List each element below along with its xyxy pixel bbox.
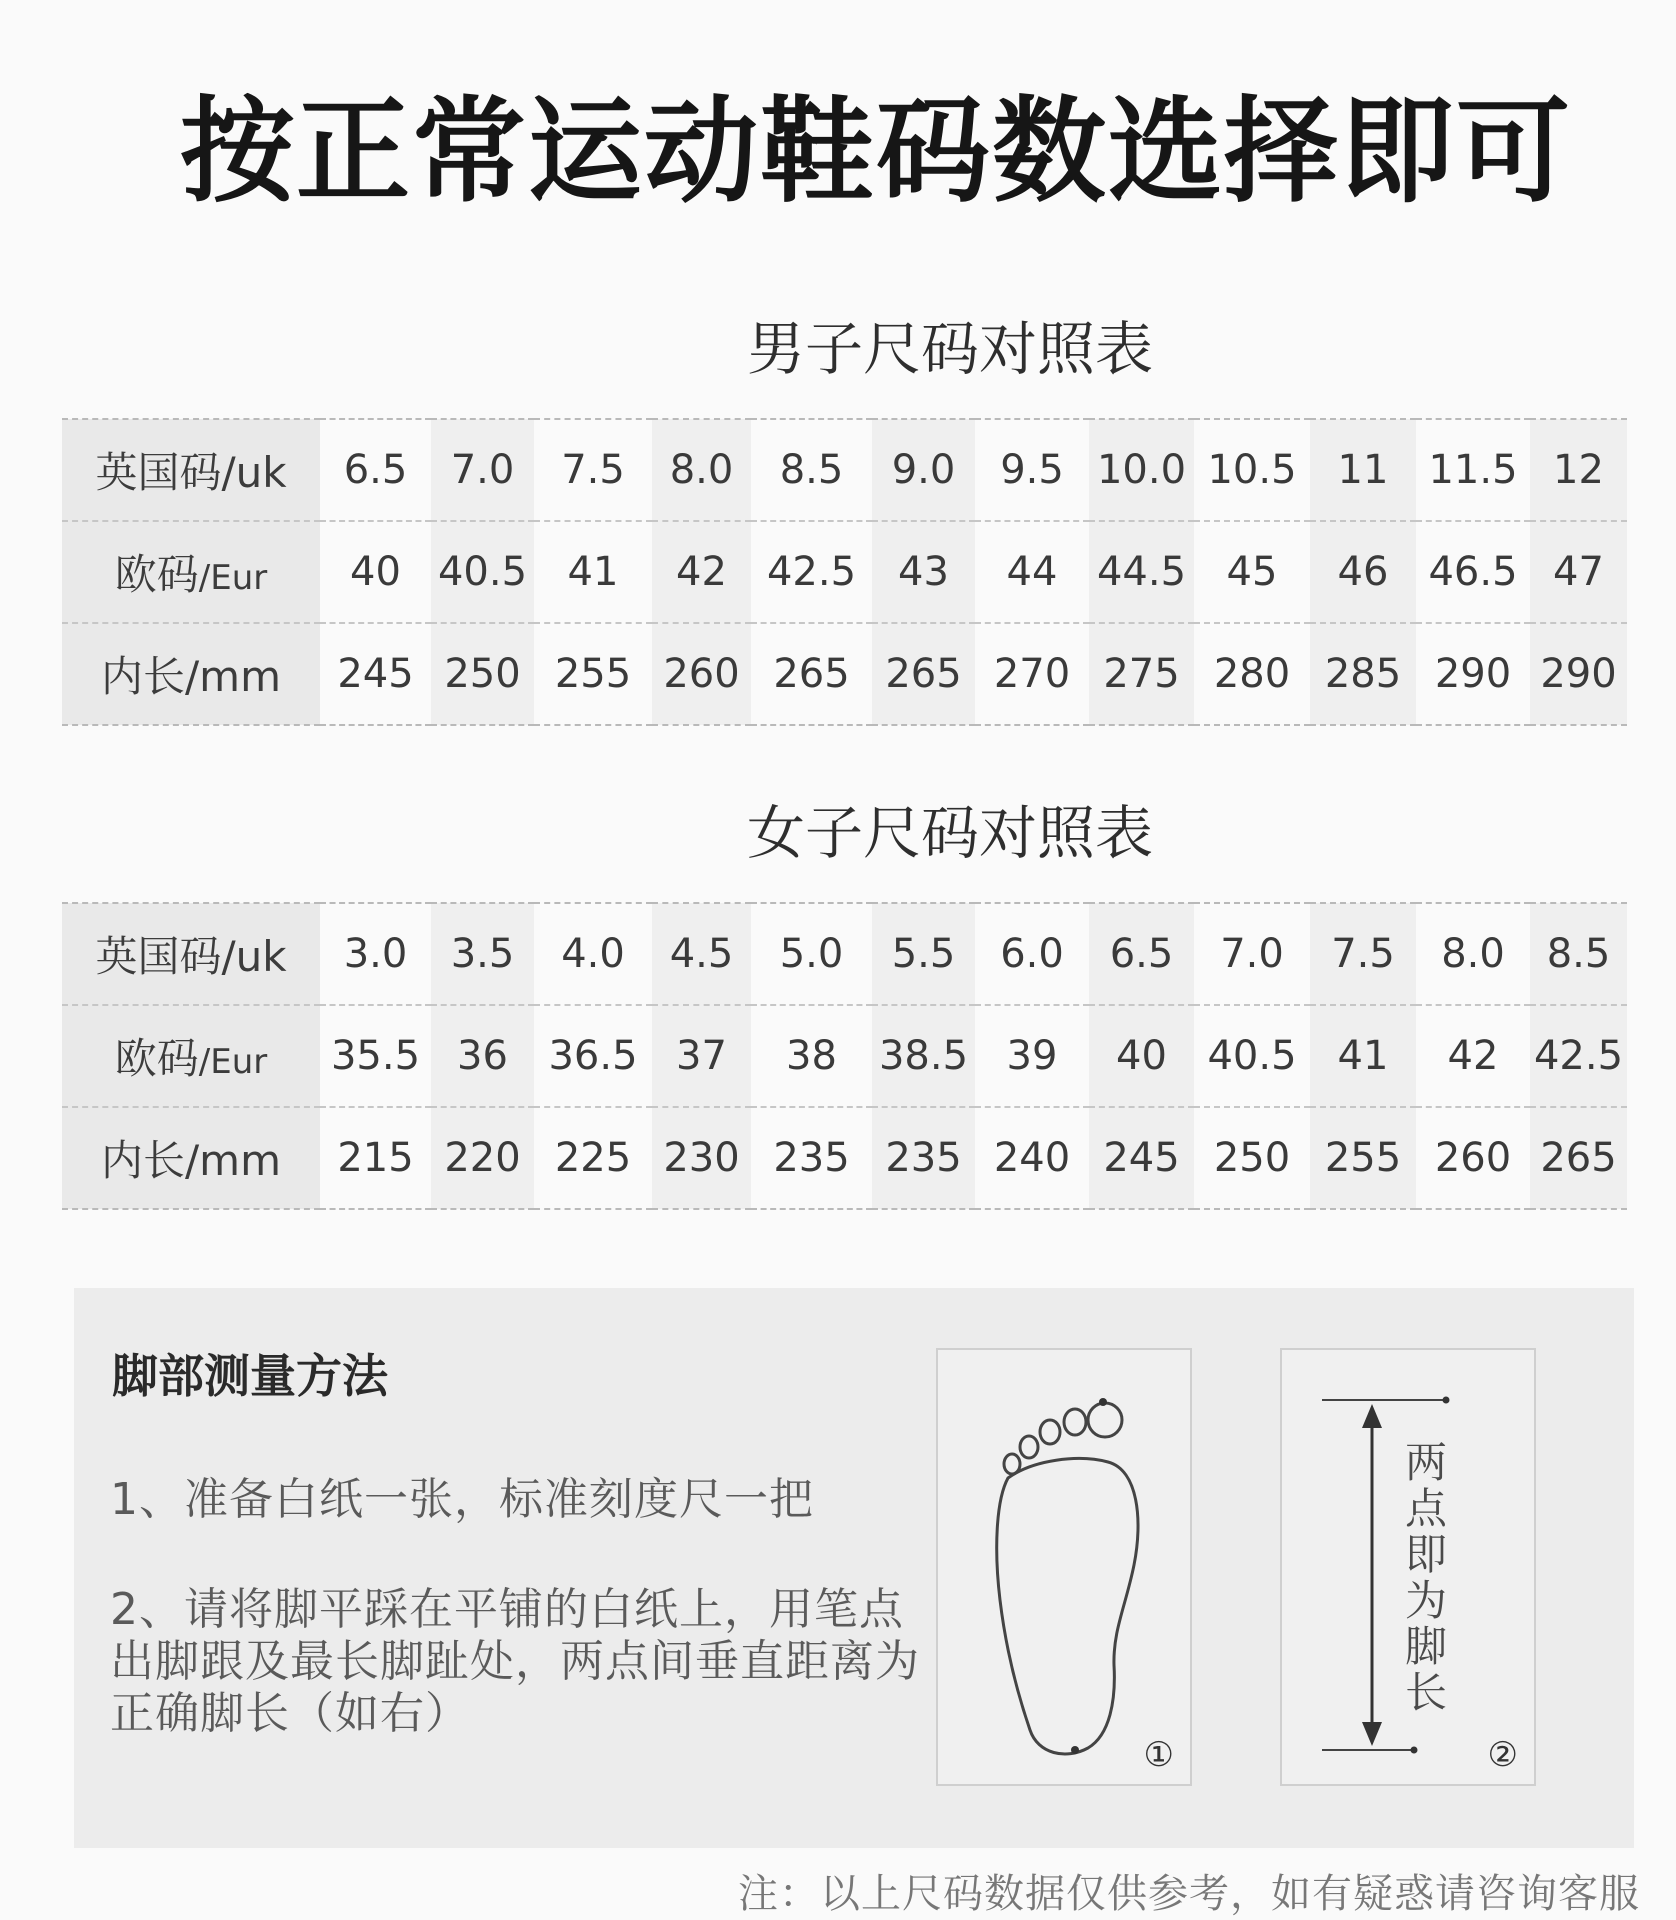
row-header-unit: /Eur [198, 1042, 268, 1082]
row-header-label: 内长/mm [101, 1136, 281, 1185]
women-table-title: 女子尺码对照表 [746, 799, 1153, 867]
table-cell: 250 [431, 623, 534, 725]
table-cell: 46.5 [1416, 521, 1530, 623]
table-cell: 8.5 [1530, 903, 1627, 1005]
measurement-step-2: 2、请将脚平踩在平铺的白纸上，用笔点出脚跟及最长脚趾处，两点间垂直距离为正确脚长（如右） [110, 1584, 920, 1739]
table-cell: 220 [431, 1107, 534, 1209]
table-cell: 245 [320, 623, 431, 725]
table-cell: 9.0 [872, 419, 975, 521]
table-cell: 260 [652, 623, 751, 725]
table-cell: 41 [1310, 1005, 1416, 1107]
foot-outline-figure [936, 1348, 1192, 1786]
table-cell: 290 [1416, 623, 1530, 725]
table-cell: 38 [751, 1005, 872, 1107]
foot-outline-icon [938, 1350, 1190, 1784]
measurement-title: 脚部测量方法 [112, 1349, 388, 1403]
disclaimer-note: 注：以上尺码数据仅供参考，如有疑惑请咨询客服 [738, 1871, 1640, 1917]
table-cell: 235 [751, 1107, 872, 1209]
table-cell: 3.5 [431, 903, 534, 1005]
table-cell: 42 [1416, 1005, 1530, 1107]
table-cell: 265 [872, 623, 975, 725]
table-cell: 250 [1194, 1107, 1310, 1209]
table-cell: 44.5 [1089, 521, 1194, 623]
table-cell: 40.5 [431, 521, 534, 623]
table-cell: 8.5 [751, 419, 872, 521]
table-cell: 6.5 [1089, 903, 1194, 1005]
table-cell: 8.0 [1416, 903, 1530, 1005]
table-cell: 215 [320, 1107, 431, 1209]
table-cell: 43 [872, 521, 975, 623]
table-cell: 10.0 [1089, 419, 1194, 521]
measurement-panel [74, 1288, 1634, 1848]
table-cell: 40.5 [1194, 1005, 1310, 1107]
table-cell: 42 [652, 521, 751, 623]
table-cell: 38.5 [872, 1005, 975, 1107]
figure-1-number: ① [1143, 1735, 1174, 1775]
table-cell: 42.5 [1530, 1005, 1627, 1107]
table-cell: 275 [1089, 623, 1194, 725]
table-cell: 290 [1530, 623, 1627, 725]
table-cell: 255 [534, 623, 652, 725]
table-cell: 265 [1530, 1107, 1627, 1209]
table-cell: 46 [1310, 521, 1416, 623]
table-cell: 36 [431, 1005, 534, 1107]
table-cell: 7.0 [1194, 903, 1310, 1005]
table-cell: 4.5 [652, 903, 751, 1005]
table-cell: 39 [975, 1005, 1089, 1107]
row-header-label: 内长/mm [101, 652, 281, 701]
table-cell: 285 [1310, 623, 1416, 725]
table-cell: 4.0 [534, 903, 652, 1005]
table-cell: 5.0 [751, 903, 872, 1005]
men-size-table [62, 418, 1627, 726]
table-cell: 40 [1089, 1005, 1194, 1107]
row-header-label: 欧码 [114, 1034, 199, 1083]
table-cell: 7.0 [431, 419, 534, 521]
table-cell: 37 [652, 1005, 751, 1107]
table-cell: 45 [1194, 521, 1310, 623]
table-cell: 270 [975, 623, 1089, 725]
row-header-label: 英国码/uk [95, 932, 287, 981]
table-cell: 260 [1416, 1107, 1530, 1209]
table-cell: 47 [1530, 521, 1627, 623]
table-cell: 36.5 [534, 1005, 652, 1107]
row-header [62, 521, 320, 623]
table-cell: 6.0 [975, 903, 1089, 1005]
table-row [62, 1107, 1627, 1209]
table-row [62, 1005, 1627, 1107]
table-cell: 5.5 [872, 903, 975, 1005]
table-cell: 255 [1310, 1107, 1416, 1209]
table-cell: 11.5 [1416, 419, 1530, 521]
row-header [62, 1107, 320, 1209]
row-header [62, 903, 320, 1005]
row-header-label: 英国码/uk [95, 448, 287, 497]
table-cell: 240 [975, 1107, 1089, 1209]
table-cell: 280 [1194, 623, 1310, 725]
row-header [62, 623, 320, 725]
table-cell: 11 [1310, 419, 1416, 521]
row-header [62, 419, 320, 521]
figure-2-number: ② [1487, 1735, 1518, 1775]
men-table-title: 男子尺码对照表 [746, 315, 1153, 383]
row-header-unit: /Eur [198, 558, 268, 598]
foot-length-figure [1280, 1348, 1536, 1786]
women-size-table [62, 902, 1627, 1210]
row-header [62, 1005, 320, 1107]
table-cell: 12 [1530, 419, 1627, 521]
foot-length-label: 两点即为脚长 [1404, 1438, 1447, 1717]
row-header-label: 欧码 [114, 550, 199, 599]
table-cell: 35.5 [320, 1005, 431, 1107]
table-cell: 8.0 [652, 419, 751, 521]
headline: 按正常运动鞋码数选择即可 [180, 85, 1573, 218]
table-cell: 230 [652, 1107, 751, 1209]
measurement-step-1: 1、准备白纸一张，标准刻度尺一把 [110, 1474, 814, 1525]
table-cell: 7.5 [1310, 903, 1416, 1005]
table-cell: 41 [534, 521, 652, 623]
table-row [62, 903, 1627, 1005]
table-cell: 225 [534, 1107, 652, 1209]
table-cell: 235 [872, 1107, 975, 1209]
table-cell: 245 [1089, 1107, 1194, 1209]
table-row [62, 521, 1627, 623]
table-cell: 3.0 [320, 903, 431, 1005]
table-cell: 40 [320, 521, 431, 623]
table-cell: 42.5 [751, 521, 872, 623]
table-cell: 44 [975, 521, 1089, 623]
table-cell: 7.5 [534, 419, 652, 521]
table-cell: 265 [751, 623, 872, 725]
table-row [62, 419, 1627, 521]
table-row [62, 623, 1627, 725]
table-cell: 9.5 [975, 419, 1089, 521]
table-cell: 10.5 [1194, 419, 1310, 521]
table-cell: 6.5 [320, 419, 431, 521]
